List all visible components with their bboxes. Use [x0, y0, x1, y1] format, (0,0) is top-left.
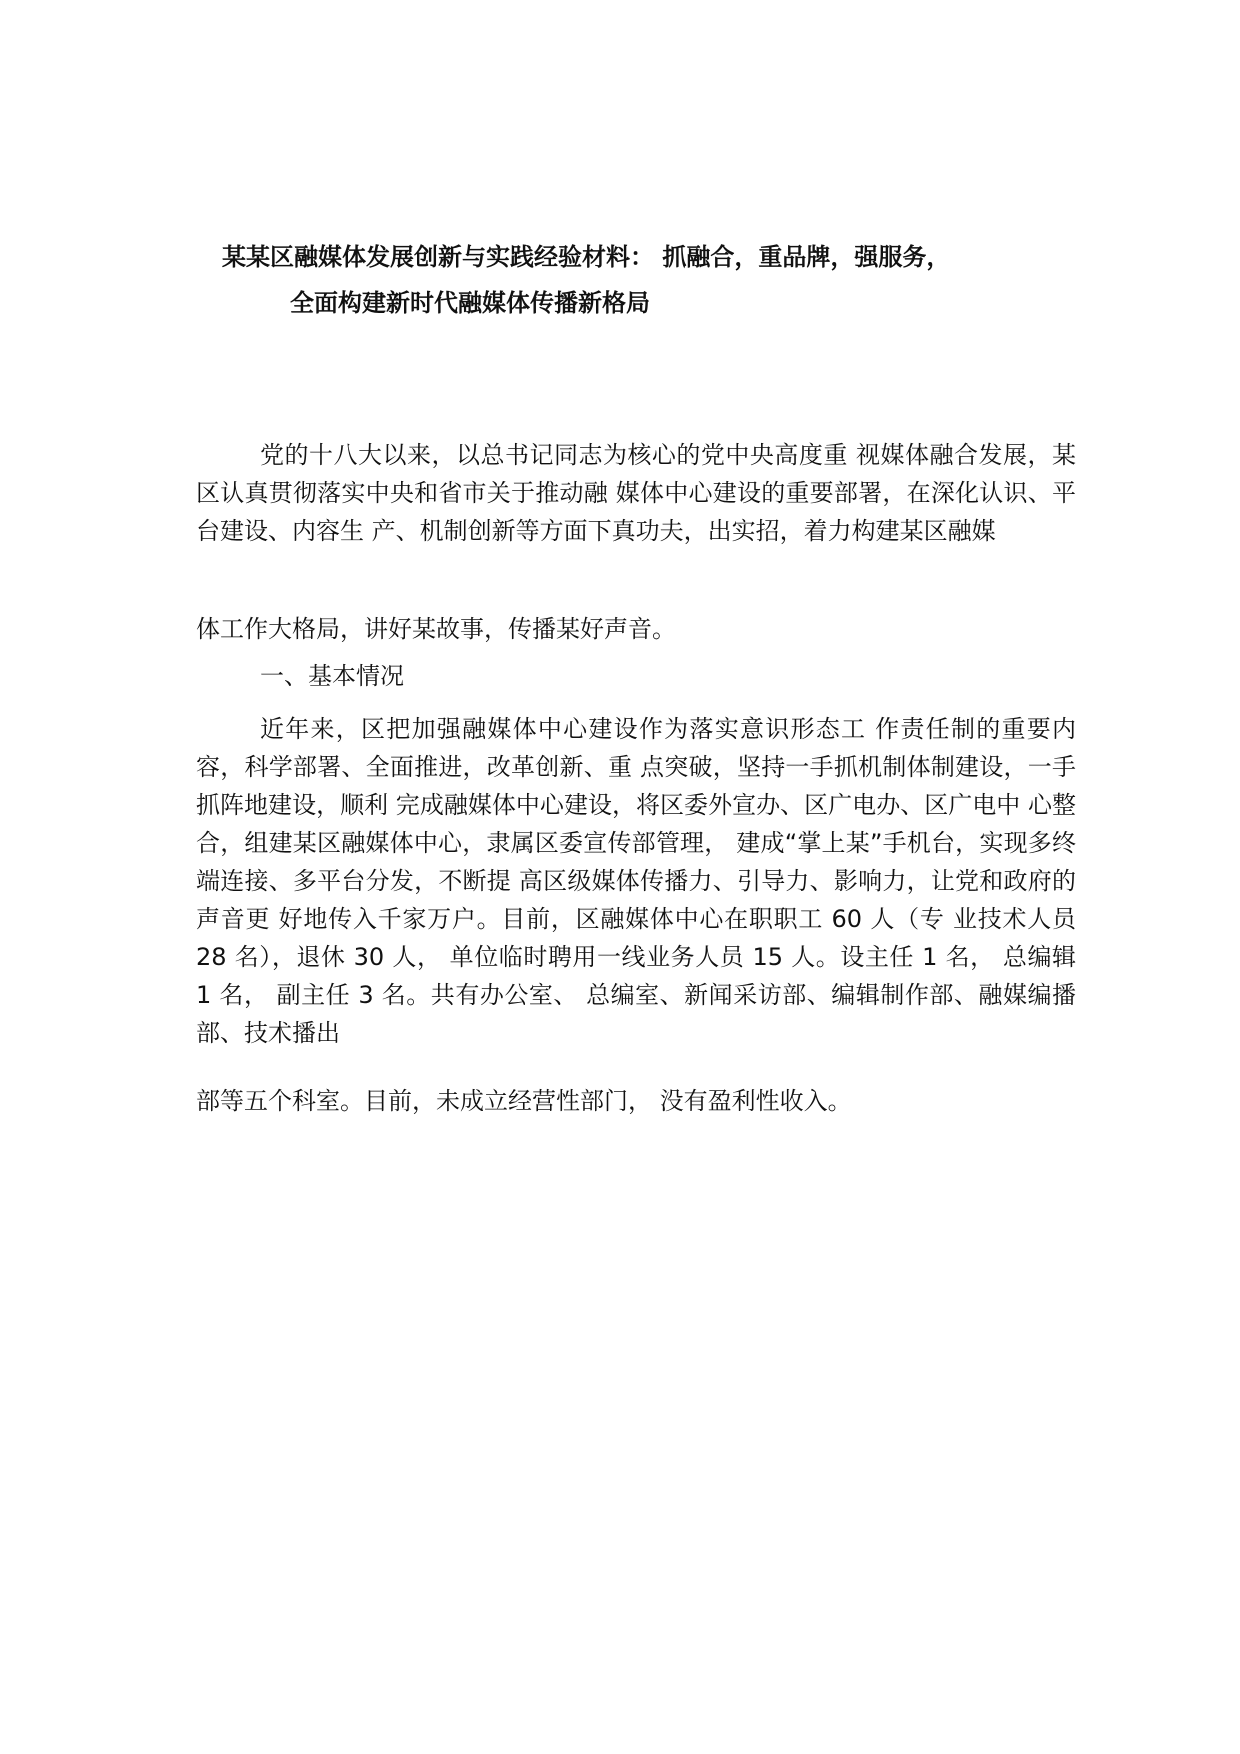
document-title-line-2: 全面构建新时代融媒体传播新格局	[290, 289, 650, 317]
document-title-line-1: 某某区融媒体发展创新与实践经验材料： 抓融合，重品牌，强服务，	[222, 243, 951, 271]
section-heading-basic-situation: 一、基本情况	[260, 662, 404, 690]
paragraph-intro: 党的十八大以来，以总书记同志为核心的党中央高度重 视媒体融合发展，某区认真贯彻落实中央和省市关于推动融 媒体中心建设的重要部署，在深化认识、平台建设、内容生 产、机制创新等方面下真功夫，出实招，着力构建某区融媒	[196, 441, 1076, 545]
paragraph-intro-continued: 体工作大格局，讲好某故事，传播某好声音。	[196, 615, 676, 643]
paragraph-basic-situation-continued: 部等五个科室。目前，未成立经营性部门， 没有盈利性收入。	[196, 1087, 852, 1115]
paragraph-basic-situation: 近年来，区把加强融媒体中心建设作为落实意识形态工 作责任制的重要内容，科学部署、全面推进，改革创新、重 点突破，坚持一手抓机制体制建设，一手抓阵地建设，顺利 完成融媒体中心建设，将区委外宣办、区广电办、区广电中 心整合，组建某区融媒体中心，隶属区委宣传部管理， 建成“掌上某”手机台，实现多终端连接、多平台分发，不断提 高区级媒体传播力、引导力、影响力，让党和政府的声音更 好地传入千家万户。目前，区融媒体中心在职职工 60 人（专 业技术人员 28 名），退休 30 人， 单位临时聘用一线业务人员 15 人。设主任 1 名， 总编辑 1 名， 副主任 3 名。共有办公室、 总编室、新闻采访部、编辑制作部、融媒编播部、技术播出	[196, 715, 1076, 1047]
